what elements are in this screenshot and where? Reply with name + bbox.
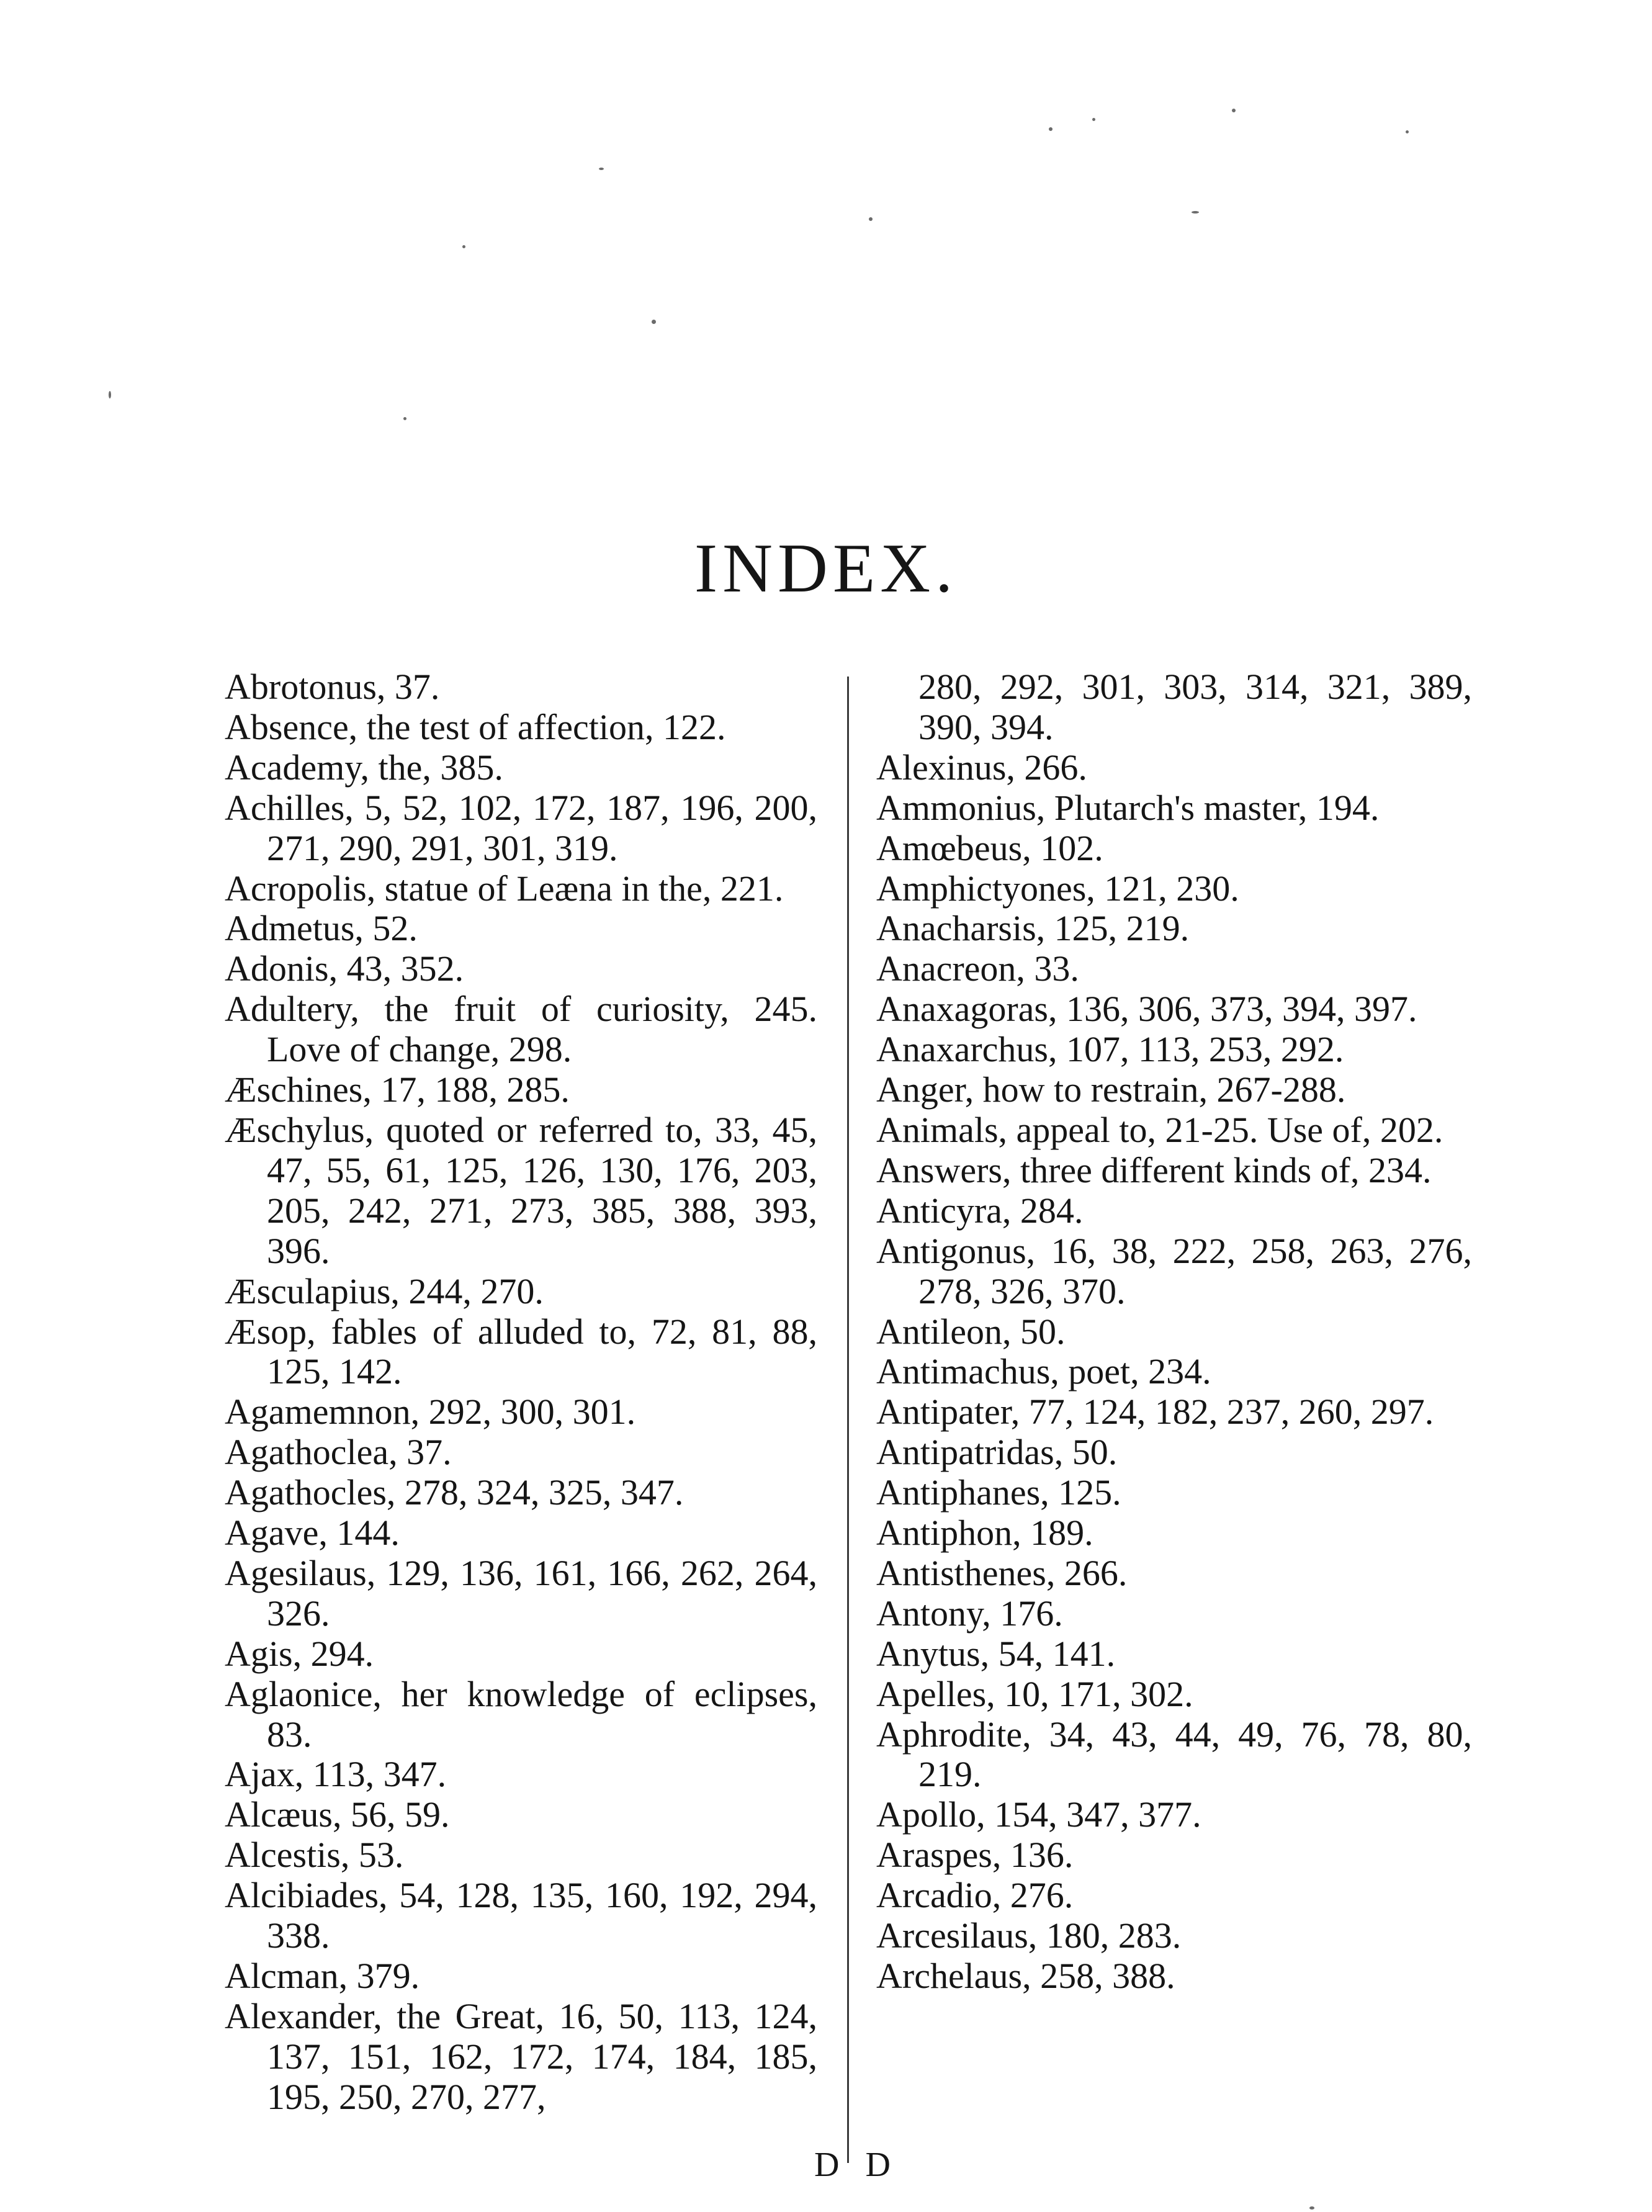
- index-entry: Apelles, 10, 171, 302.: [876, 1673, 1193, 1714]
- index-entry: Agesilaus, 129, 136, 161, 166, 262, 264, 326.: [225, 1552, 817, 1634]
- index-entry: Achilles, 5, 52, 102, 172, 187, 196, 200, 271, 290, 291, 301, 319.: [225, 787, 817, 868]
- index-entry: Alexander, the Great, 16, 50, 113, 124, 137, 151, 162, 172, 174, 184, 185, 195, 250, 270, 277,: [225, 1995, 817, 2117]
- index-entry: Antisthenes, 266.: [876, 1552, 1128, 1593]
- index-entry: Anacharsis, 125, 219.: [876, 908, 1190, 949]
- index-entry: Anacreon, 33.: [876, 948, 1079, 989]
- index-entry: Alcæus, 56, 59.: [225, 1794, 450, 1835]
- index-entry: Absence, the test of affection, 122.: [225, 706, 726, 747]
- index-entry: Aphrodite, 34, 43, 44, 49, 76, 78, 80, 219.: [876, 1714, 1472, 1795]
- page-title: INDEX.: [694, 530, 958, 607]
- index-entry: Acropolis, statue of Leæna in the, 221.: [225, 868, 784, 909]
- index-entry: Anytus, 54, 141.: [876, 1633, 1116, 1674]
- scan-speck: [1309, 2206, 1314, 2210]
- index-entry: Antileon, 50.: [876, 1311, 1066, 1352]
- index-columns: [225, 667, 1472, 2163]
- index-entry: Antigonus, 16, 38, 222, 258, 263, 276, 278, 326, 370.: [876, 1230, 1472, 1311]
- index-entry: Æschylus, quoted or referred to, 33, 45, 47, 55, 61, 125, 126, 130, 176, 203, 205, 242, 271, 273, 385, 388, 393, 396.: [225, 1109, 817, 1271]
- index-column-left: [225, 667, 817, 2118]
- scan-speck: [1406, 130, 1409, 133]
- index-entry: Agathoclea, 37.: [225, 1432, 452, 1473]
- index-entry: Apollo, 154, 347, 377.: [876, 1794, 1201, 1835]
- index-entry: Academy, the, 385.: [225, 747, 503, 788]
- index-entry: Agave, 144.: [225, 1513, 400, 1553]
- index-entry: Alcestis, 53.: [225, 1835, 404, 1876]
- index-entry: Alcman, 379.: [225, 1956, 420, 1996]
- index-entry: Agamemnon, 292, 300, 301.: [225, 1391, 636, 1432]
- index-entry: Anticyra, 284.: [876, 1190, 1084, 1231]
- index-entry: Araspes, 136.: [876, 1835, 1074, 1876]
- scan-speck: [652, 320, 656, 324]
- index-entry: Æsculapius, 244, 270.: [225, 1270, 544, 1311]
- index-entry: Answers, three different kinds of, 234.: [876, 1149, 1432, 1190]
- index-entry: Anaxarchus, 107, 113, 253, 292.: [876, 1029, 1344, 1070]
- index-entry: Adonis, 43, 352.: [225, 948, 464, 989]
- index-entry: Abrotonus, 37.: [225, 667, 440, 707]
- scan-speck: [1232, 109, 1236, 112]
- index-entry: Arcesilaus, 180, 283.: [876, 1915, 1182, 1956]
- index-entry: Æschines, 17, 188, 285.: [225, 1069, 570, 1110]
- column-divider: [847, 677, 849, 2163]
- scan-speck: [109, 391, 111, 398]
- index-entry: Anger, how to restrain, 267-288.: [876, 1069, 1346, 1110]
- index-entry: Amœbeus, 102.: [876, 827, 1103, 868]
- printer-signature-mark: D D: [814, 2146, 899, 2184]
- scan-speck: [869, 217, 873, 221]
- index-entry: Antony, 176.: [876, 1593, 1063, 1634]
- scan-speck: [1049, 127, 1053, 131]
- index-entry: Antiphanes, 125.: [876, 1472, 1121, 1513]
- scan-speck: [1192, 211, 1199, 214]
- scan-speck: [403, 417, 406, 420]
- index-entry: Alcibiades, 54, 128, 135, 160, 192, 294, 338.: [225, 1875, 817, 1956]
- index-entry: Antimachus, poet, 234.: [876, 1351, 1211, 1392]
- scan-speck: [1092, 118, 1095, 121]
- index-entry: Anaxagoras, 136, 306, 373, 394, 397.: [876, 989, 1417, 1030]
- index-entry: Animals, appeal to, 21-25. Use of, 202.: [876, 1109, 1443, 1150]
- index-entry: Antipatridas, 50.: [876, 1432, 1118, 1473]
- index-column-right: [876, 667, 1472, 1997]
- scan-speck: [462, 245, 465, 248]
- index-entry: Antipater, 77, 124, 182, 237, 260, 297.: [876, 1391, 1434, 1432]
- index-entry: Aglaonice, her knowledge of eclipses, 83.: [225, 1673, 817, 1755]
- index-entry: Ammonius, Plutarch's master, 194.: [876, 787, 1380, 828]
- index-entry: Agis, 294.: [225, 1633, 374, 1674]
- index-entry: Alexinus, 266.: [876, 747, 1087, 788]
- index-entry-continuation: 280, 292, 301, 303, 314, 321, 389, 390, 394.: [918, 667, 1472, 747]
- index-entry: Agathocles, 278, 324, 325, 347.: [225, 1472, 684, 1513]
- index-entry: Amphictyones, 121, 230.: [876, 868, 1239, 909]
- index-entry: Archelaus, 258, 388.: [876, 1956, 1175, 1996]
- index-entry: Ajax, 113, 347.: [225, 1754, 447, 1795]
- index-entry: Arcadio, 276.: [876, 1875, 1074, 1916]
- scan-speck: [599, 168, 604, 170]
- index-entry: Admetus, 52.: [225, 908, 418, 949]
- index-entry: Æsop, fables of alluded to, 72, 81, 88, 125, 142.: [225, 1311, 817, 1392]
- index-entry: Antiphon, 189.: [876, 1513, 1093, 1553]
- index-entry: Adultery, the fruit of curiosity, 245. Love of change, 298.: [225, 989, 817, 1070]
